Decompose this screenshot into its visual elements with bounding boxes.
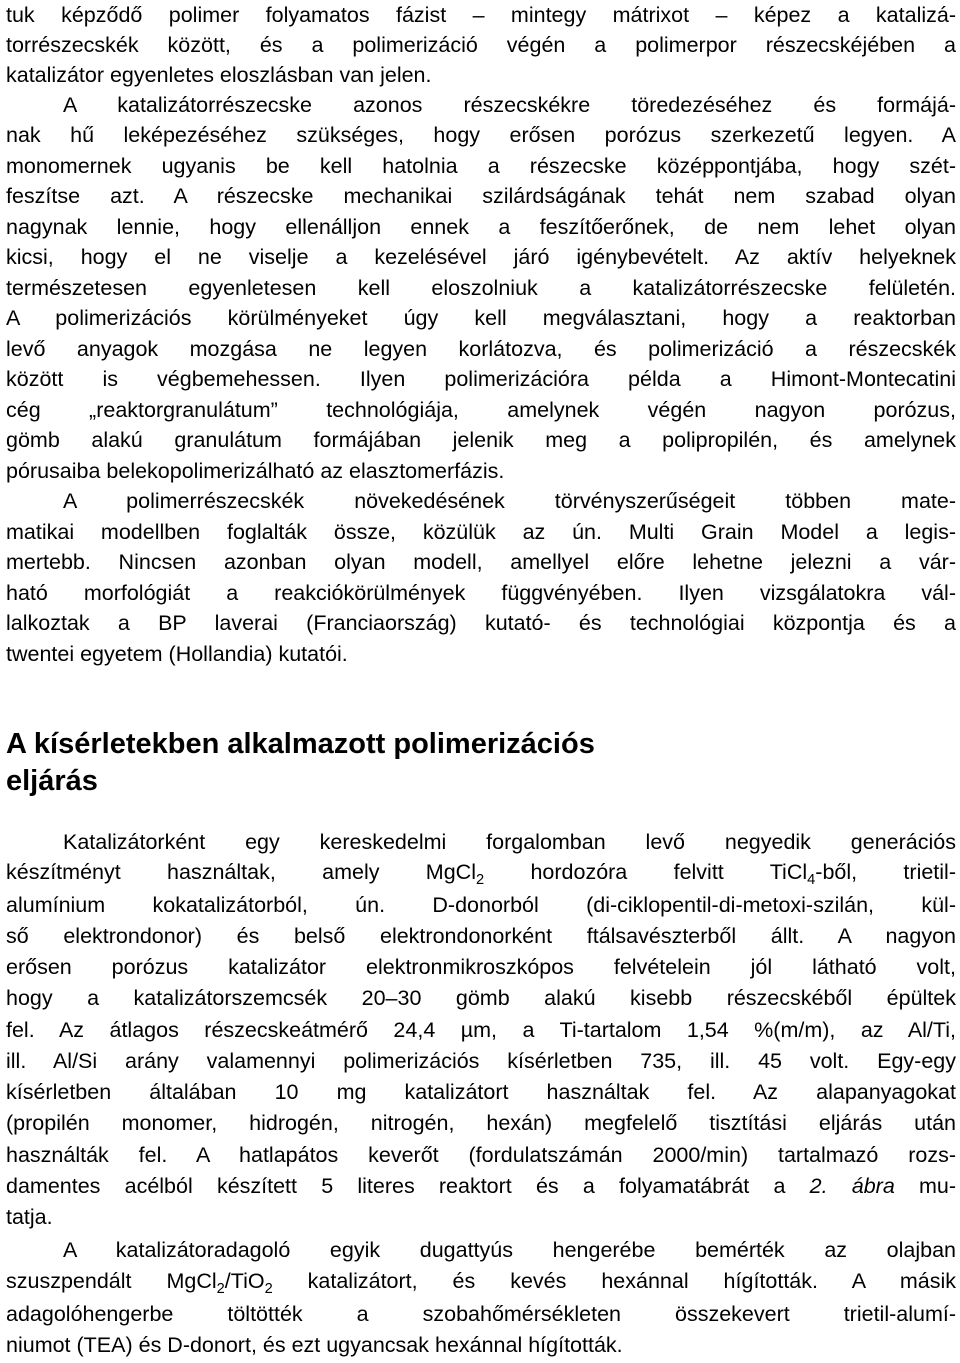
text-line: között is végbemehessen. Ilyen polimerizációra példa a Himont-Montecatini bbox=[6, 367, 956, 391]
text-line bbox=[6, 1171, 956, 1201]
text-line: ható morfológiát a reakciókörülmények függvényében. Ilyen vizsgálatokra vál- bbox=[6, 581, 956, 605]
text-line: Katalizátorként egy kereskedelmi forgalomban levő negyedik generációs bbox=[63, 830, 956, 854]
text-run: szuszpendált MgCl bbox=[6, 1269, 217, 1293]
text-line: ső elektrondonor) és belső elektrondonorként ftálsavészterből állt. A nagyon bbox=[6, 924, 956, 948]
text-line: tuk képződő polimer folyamatos fázist – mintegy mátrixot – képez a katalizá- bbox=[6, 3, 956, 27]
text-line: használták fel. A hatlapátos keverőt (fordulatszámán 2000/min) tartalmazó rozs- bbox=[6, 1143, 956, 1167]
text-run: katalizátort, és kevés hexánnal hígították. A másik bbox=[272, 1269, 956, 1293]
text-run: készítményt használtak, amely MgCl bbox=[6, 860, 476, 884]
text-line: természetesen egyenletesen kell eloszolniuk a katalizátorrészecske felületén. bbox=[6, 276, 956, 300]
text-line: mertebb. Nincsen azonban olyan modell, amellyel előre lehetne jelezni a vár- bbox=[6, 550, 956, 574]
text-line: levő anyagok mozgása ne legyen korlátozva, és polimerizáció a részecskék bbox=[6, 337, 956, 361]
subscript: 2 bbox=[216, 1281, 225, 1296]
text-line: tatja. bbox=[6, 1205, 53, 1229]
text-line: fel. Az átlagos részecskeátmérő 24,4 µm, a Ti-tartalom 1,54 %(m/m), az Al/Ti, bbox=[6, 1018, 956, 1042]
text-line: A polimerizációs körülményeket úgy kell megválasztani, hogy a reaktorban bbox=[6, 306, 956, 330]
figure-reference: 2. ábra bbox=[809, 1174, 895, 1198]
section-heading: eljárás bbox=[6, 765, 98, 797]
text-line: kísérletben általában 10 mg katalizátort használtak fel. Az alapanyagokat bbox=[6, 1080, 956, 1104]
text-line: ill. Al/Si arány valamennyi polimerizációs kísérletben 735, ill. 45 volt. Egy-egy bbox=[6, 1049, 956, 1073]
text-line bbox=[6, 1266, 956, 1296]
subscript: 2 bbox=[264, 1281, 273, 1296]
text-run: /TiO bbox=[224, 1269, 265, 1293]
text-line: gömb alakú granulátum formájában jelenik meg a polipropilén, és amelynek bbox=[6, 428, 956, 452]
text-line: monomernek ugyanis be kell hatolnia a részecske középpontjába, hogy szét- bbox=[6, 154, 956, 178]
text-run: -ből, trietil- bbox=[815, 860, 956, 884]
section-heading: A kísérletekben alkalmazott polimerizációs bbox=[6, 728, 595, 760]
text-run: mu- bbox=[894, 1174, 956, 1198]
text-run: damentes acélból készített 5 literes reaktort és a folyamatábrát a bbox=[6, 1174, 810, 1198]
text-line: A polimerrészecskék növekedésének törvényszerűségeit többen mate- bbox=[63, 489, 956, 513]
text-line: kicsi, hogy el ne viselje a kezelésével járó igénybevételt. Az aktív helyeknek bbox=[6, 245, 956, 269]
text-line: pórusaiba belekopolimerizálható az elasztomerfázis. bbox=[6, 459, 505, 483]
text-line bbox=[6, 857, 956, 887]
text-line: alumínium kokatalizátorból, ún. D-donorból (di-ciklopentil-di-metoxi-szilán, kül- bbox=[6, 893, 956, 917]
subscript: 4 bbox=[807, 872, 816, 887]
text-line: (propilén monomer, hidrogén, nitrogén, hexán) megfelelő tisztítási eljárás után bbox=[6, 1111, 956, 1135]
subscript: 2 bbox=[475, 872, 485, 887]
text-line: nak hű leképezéséhez szükséges, hogy erősen porózus szerkezetű legyen. A bbox=[6, 123, 956, 147]
text-line: twentei egyetem (Hollandia) kutatói. bbox=[6, 642, 348, 666]
text-line: matikai modellben foglalták össze, közülük az ún. Multi Grain Model a legis- bbox=[6, 520, 956, 544]
text-line: feszítse azt. A részecske mechanikai szilárdságának tehát nem szabad olyan bbox=[6, 184, 956, 208]
text-line: A katalizátorrészecske azonos részecskékre töredezéséhez és formájá- bbox=[63, 93, 956, 117]
text-line: lalkoztak a BP laverai (Franciaország) kutató- és technológiai központja és a bbox=[6, 611, 956, 635]
text-line: torrészecskék között, és a polimerizáció végén a polimerpor részecskéjében a bbox=[6, 33, 956, 57]
text-line: erősen porózus katalizátor elektronmikroszkópos felvételein jól látható volt, bbox=[6, 955, 956, 979]
text-line: cég „reaktorgranulátum” technológiája, amelynek végén nagyon porózus, bbox=[6, 398, 956, 422]
text-line: nagynak lennie, hogy ellenálljon ennek a feszítőerőnek, de nem lehet olyan bbox=[6, 215, 956, 239]
text-line: katalizátor egyenletes eloszlásban van jelen. bbox=[6, 63, 432, 87]
text-line: hogy a katalizátorszemcsék 20–30 gömb alakú kisebb részecskéből épültek bbox=[6, 986, 956, 1010]
text-line: adagolóhengerbe töltötték a szobahőmérsékleten összekevert trietil-alumí- bbox=[6, 1302, 956, 1326]
text-line: niumot (TEA) és D-donort, és ezt ugyancsak hexánnal hígították. bbox=[6, 1333, 623, 1357]
text-line: A katalizátoradagoló egyik dugattyús hengerébe bemérték az olajban bbox=[63, 1238, 956, 1262]
text-run: hordozóra felvitt TiCl bbox=[484, 860, 808, 884]
